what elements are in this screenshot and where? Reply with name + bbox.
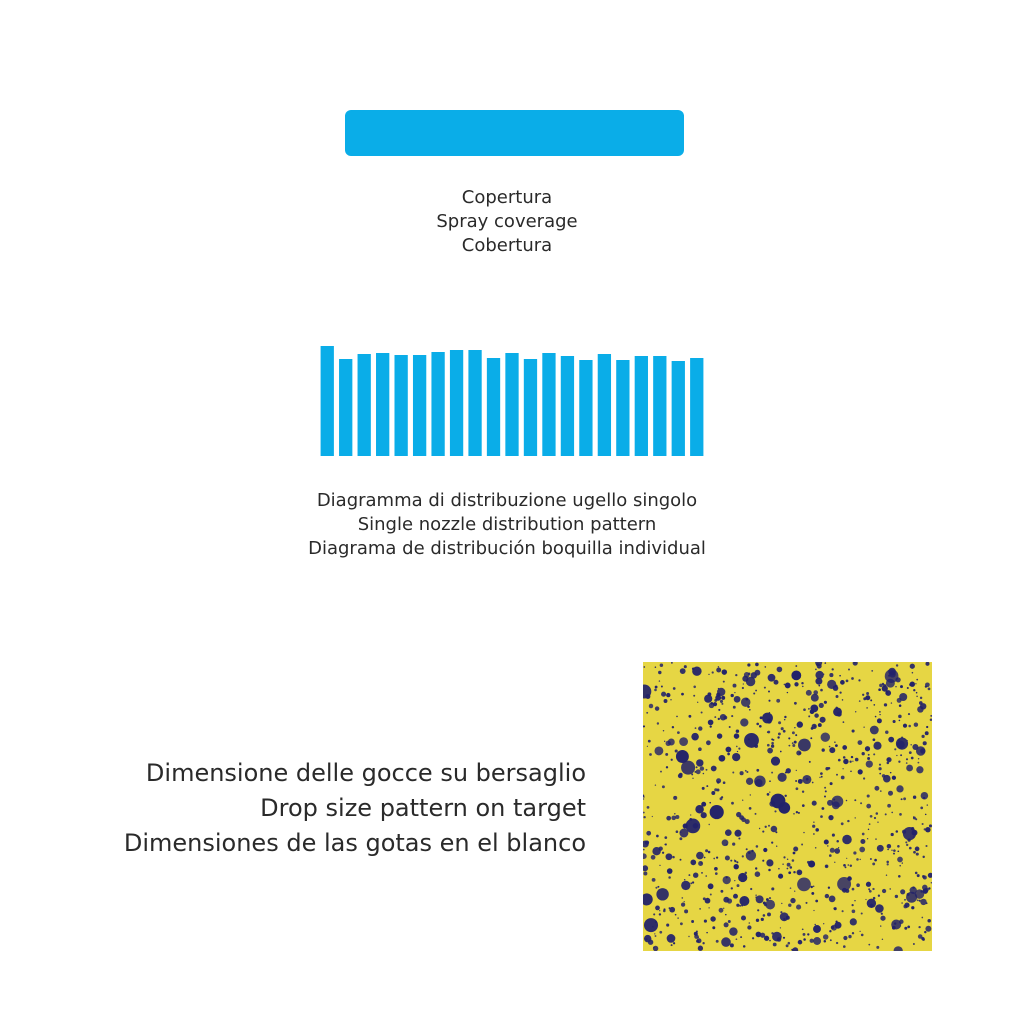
distribution-caption xyxy=(262,489,752,561)
distribution-bar-chart xyxy=(318,340,706,458)
drop-pattern-target-image xyxy=(643,662,932,951)
drop-size-caption xyxy=(60,756,586,861)
drop-size-caption-italian: Dimensione delle gocce su bersaglio xyxy=(145,759,586,787)
distribution-bar xyxy=(394,355,407,456)
distribution-caption-italian: Diagramma di distribuzione ugello singolo xyxy=(316,490,698,511)
distribution-bar xyxy=(690,358,703,456)
distribution-bar xyxy=(413,355,426,456)
distribution-bar xyxy=(524,359,537,456)
distribution-bar xyxy=(358,354,371,456)
distribution-bar xyxy=(672,361,685,456)
spray-coverage-bar xyxy=(345,110,684,156)
coverage-caption xyxy=(362,186,652,258)
distribution-bar xyxy=(505,353,518,456)
coverage-caption-spanish: Cobertura xyxy=(461,235,553,256)
distribution-bar xyxy=(487,358,500,456)
distribution-bar xyxy=(542,353,555,456)
distribution-bar xyxy=(635,356,648,456)
distribution-bar xyxy=(468,350,481,456)
distribution-bar xyxy=(431,352,444,456)
distribution-bar xyxy=(450,350,463,456)
drop-size-caption-spanish: Dimensiones de las gotas en el blanco xyxy=(123,829,586,857)
drop-size-caption-english: Drop size pattern on target xyxy=(260,794,586,822)
distribution-caption-english: Single nozzle distribution pattern xyxy=(357,514,657,535)
distribution-caption-spanish: Diagrama de distribución boquilla individual xyxy=(308,538,706,559)
distribution-bar xyxy=(339,359,352,456)
distribution-bar xyxy=(376,353,389,456)
distribution-bar xyxy=(653,356,666,456)
distribution-bar xyxy=(561,356,574,456)
coverage-caption-italian: Copertura xyxy=(461,187,553,208)
distribution-bar xyxy=(598,354,611,456)
distribution-bar xyxy=(579,360,592,456)
distribution-bar xyxy=(616,360,629,456)
coverage-caption-english: Spray coverage xyxy=(436,211,578,232)
distribution-bar xyxy=(321,346,334,456)
